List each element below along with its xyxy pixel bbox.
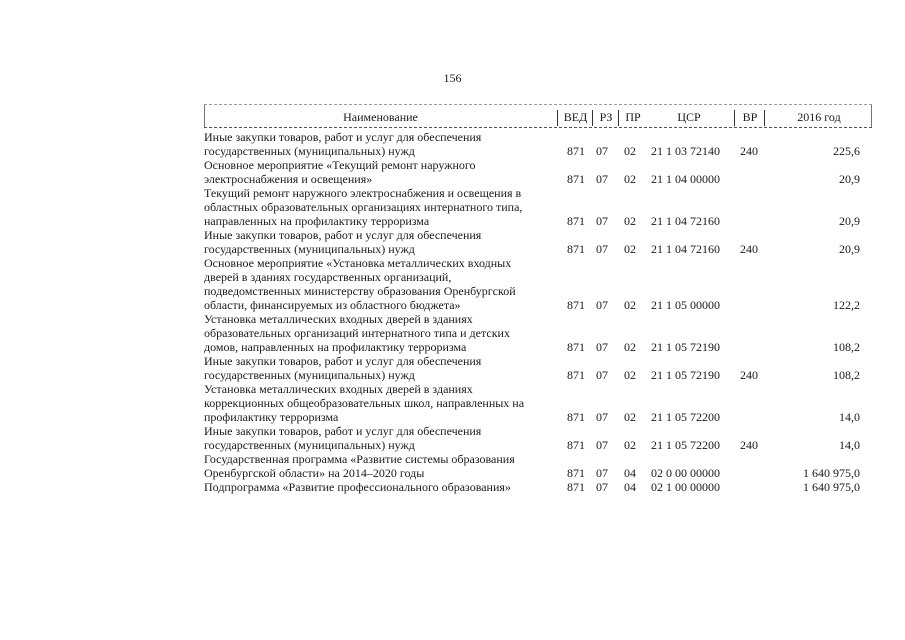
row-pr: 02 — [624, 410, 636, 424]
row-name-line: Подпрограмма «Развитие профессионального образования» — [204, 480, 511, 494]
row-name — [204, 382, 549, 424]
row-pr: 04 — [624, 466, 636, 480]
row-name — [204, 158, 549, 186]
row-rz: 07 — [596, 410, 608, 424]
row-name-line: домов, направленных на профилактику терроризма — [204, 340, 467, 354]
row-ved: 871 — [567, 242, 585, 256]
table-row — [204, 186, 872, 228]
table-row — [204, 452, 872, 480]
budget-table — [204, 104, 872, 494]
row-csr: 21 1 05 72200 — [651, 410, 720, 424]
table-row — [204, 158, 872, 186]
row-ved: 871 — [567, 298, 585, 312]
row-name — [204, 186, 549, 228]
row-name-line: Государственная программа «Развитие системы образования — [204, 452, 515, 466]
row-rz: 07 — [596, 172, 608, 186]
table-row — [204, 480, 872, 494]
row-name — [204, 452, 549, 480]
row-name-line: Иные закупки товаров, работ и услуг для обеспечения — [204, 354, 482, 368]
header-right-edge — [871, 105, 872, 127]
row-name — [204, 256, 549, 312]
row-name-line: государственных (муниципальных) нужд — [204, 242, 415, 256]
row-pr: 02 — [624, 298, 636, 312]
row-name-line: коррекционных общеобразовательных школ, направленных на — [204, 396, 525, 410]
row-rz: 07 — [596, 480, 608, 494]
row-name-line: областных образовательных организациях интернатного типа, — [204, 200, 523, 214]
row-ved: 871 — [567, 480, 585, 494]
row-name-line: области, финансируемых из областного бюджета» — [204, 298, 461, 312]
row-sum: 20,9 — [839, 214, 860, 228]
row-vr: 240 — [740, 242, 758, 256]
row-name — [204, 130, 549, 158]
row-name — [204, 312, 549, 354]
row-name-line: Основное мероприятие «Установка металлических входных — [204, 256, 512, 270]
row-name-line: Иные закупки товаров, работ и услуг для обеспечения — [204, 424, 482, 438]
header-name: Наименование — [343, 110, 418, 124]
row-name-line: государственных (муниципальных) нужд — [204, 144, 415, 158]
row-ved: 871 — [567, 410, 585, 424]
table-body — [204, 128, 872, 494]
row-pr: 02 — [624, 340, 636, 354]
row-ved: 871 — [567, 438, 585, 452]
header-csr: ЦСР — [677, 110, 701, 124]
row-csr: 21 1 04 72160 — [651, 214, 720, 228]
row-name-line: Установка металлических входных дверей в зданиях — [204, 312, 473, 326]
row-name-line: подведомственных министерству образования Оренбургской — [204, 284, 516, 298]
row-ved: 871 — [567, 368, 585, 382]
row-sum: 14,0 — [839, 438, 860, 452]
row-name-line: Основное мероприятие «Текущий ремонт наружного — [204, 158, 476, 172]
row-name — [204, 228, 549, 256]
table-header — [204, 104, 872, 128]
header-rz: РЗ — [592, 110, 619, 126]
row-sum: 108,2 — [833, 340, 860, 354]
row-name-line: Текущий ремонт наружного электроснабжения и освещения в — [204, 186, 522, 200]
row-rz: 07 — [596, 242, 608, 256]
row-rz: 07 — [596, 298, 608, 312]
row-sum: 1 640 975,0 — [803, 480, 860, 494]
row-sum: 14,0 — [839, 410, 860, 424]
row-rz: 07 — [596, 466, 608, 480]
header-vr: ВР — [734, 110, 765, 126]
table-row — [204, 354, 872, 382]
row-ved: 871 — [567, 172, 585, 186]
row-vr: 240 — [740, 438, 758, 452]
row-rz: 07 — [596, 340, 608, 354]
row-csr: 21 1 04 00000 — [651, 172, 720, 186]
row-pr: 02 — [624, 144, 636, 158]
header-year: 2016 год — [764, 110, 873, 126]
row-name — [204, 424, 549, 452]
table-row — [204, 130, 872, 158]
row-name-line: государственных (муниципальных) нужд — [204, 368, 415, 382]
row-sum: 20,9 — [839, 242, 860, 256]
row-name-line: Иные закупки товаров, работ и услуг для обеспечения — [204, 228, 482, 242]
table-row — [204, 312, 872, 354]
header-pr: ПР — [618, 110, 647, 126]
row-rz: 07 — [596, 144, 608, 158]
row-pr: 02 — [624, 172, 636, 186]
row-ved: 871 — [567, 340, 585, 354]
row-ved: 871 — [567, 214, 585, 228]
row-sum: 108,2 — [833, 368, 860, 382]
row-ved: 871 — [567, 144, 585, 158]
row-csr: 21 1 05 00000 — [651, 298, 720, 312]
row-name-line: Оренбургской области» на 2014–2020 годы — [204, 466, 425, 480]
row-name-line: профилактику терроризма — [204, 410, 339, 424]
row-csr: 21 1 04 72160 — [651, 242, 720, 256]
row-name-line: электроснабжения и освещения» — [204, 172, 373, 186]
row-pr: 02 — [624, 242, 636, 256]
row-name-line: Иные закупки товаров, работ и услуг для обеспечения — [204, 130, 482, 144]
row-name — [204, 354, 549, 382]
row-sum: 20,9 — [839, 172, 860, 186]
row-csr: 21 1 05 72200 — [651, 438, 720, 452]
row-csr: 02 1 00 00000 — [651, 480, 720, 494]
row-name-line: государственных (муниципальных) нужд — [204, 438, 415, 452]
row-vr: 240 — [740, 144, 758, 158]
table-row — [204, 382, 872, 424]
row-pr: 02 — [624, 214, 636, 228]
table-row — [204, 256, 872, 312]
header-ved: ВЕД — [557, 110, 593, 126]
row-sum: 122,2 — [833, 298, 860, 312]
row-rz: 07 — [596, 368, 608, 382]
row-name-line: образовательных организаций интернатного типа и детских — [204, 326, 510, 340]
row-name-line: Установка металлических входных дверей в зданиях — [204, 382, 473, 396]
row-ved: 871 — [567, 466, 585, 480]
row-csr: 21 1 03 72140 — [651, 144, 720, 158]
row-csr: 21 1 05 72190 — [651, 340, 720, 354]
row-pr: 04 — [624, 480, 636, 494]
table-row — [204, 424, 872, 452]
table-row — [204, 228, 872, 256]
row-name — [204, 480, 549, 494]
row-rz: 07 — [596, 214, 608, 228]
row-name-line: направленных на профилактику терроризма — [204, 214, 430, 228]
page-number: 156 — [443, 71, 462, 85]
row-csr: 02 0 00 00000 — [651, 466, 720, 480]
row-sum: 225,6 — [833, 144, 860, 158]
row-vr: 240 — [740, 368, 758, 382]
row-pr: 02 — [624, 438, 636, 452]
row-pr: 02 — [624, 368, 636, 382]
row-sum: 1 640 975,0 — [803, 466, 860, 480]
row-rz: 07 — [596, 438, 608, 452]
row-csr: 21 1 05 72190 — [651, 368, 720, 382]
row-name-line: дверей в зданиях государственных организаций, — [204, 270, 452, 284]
